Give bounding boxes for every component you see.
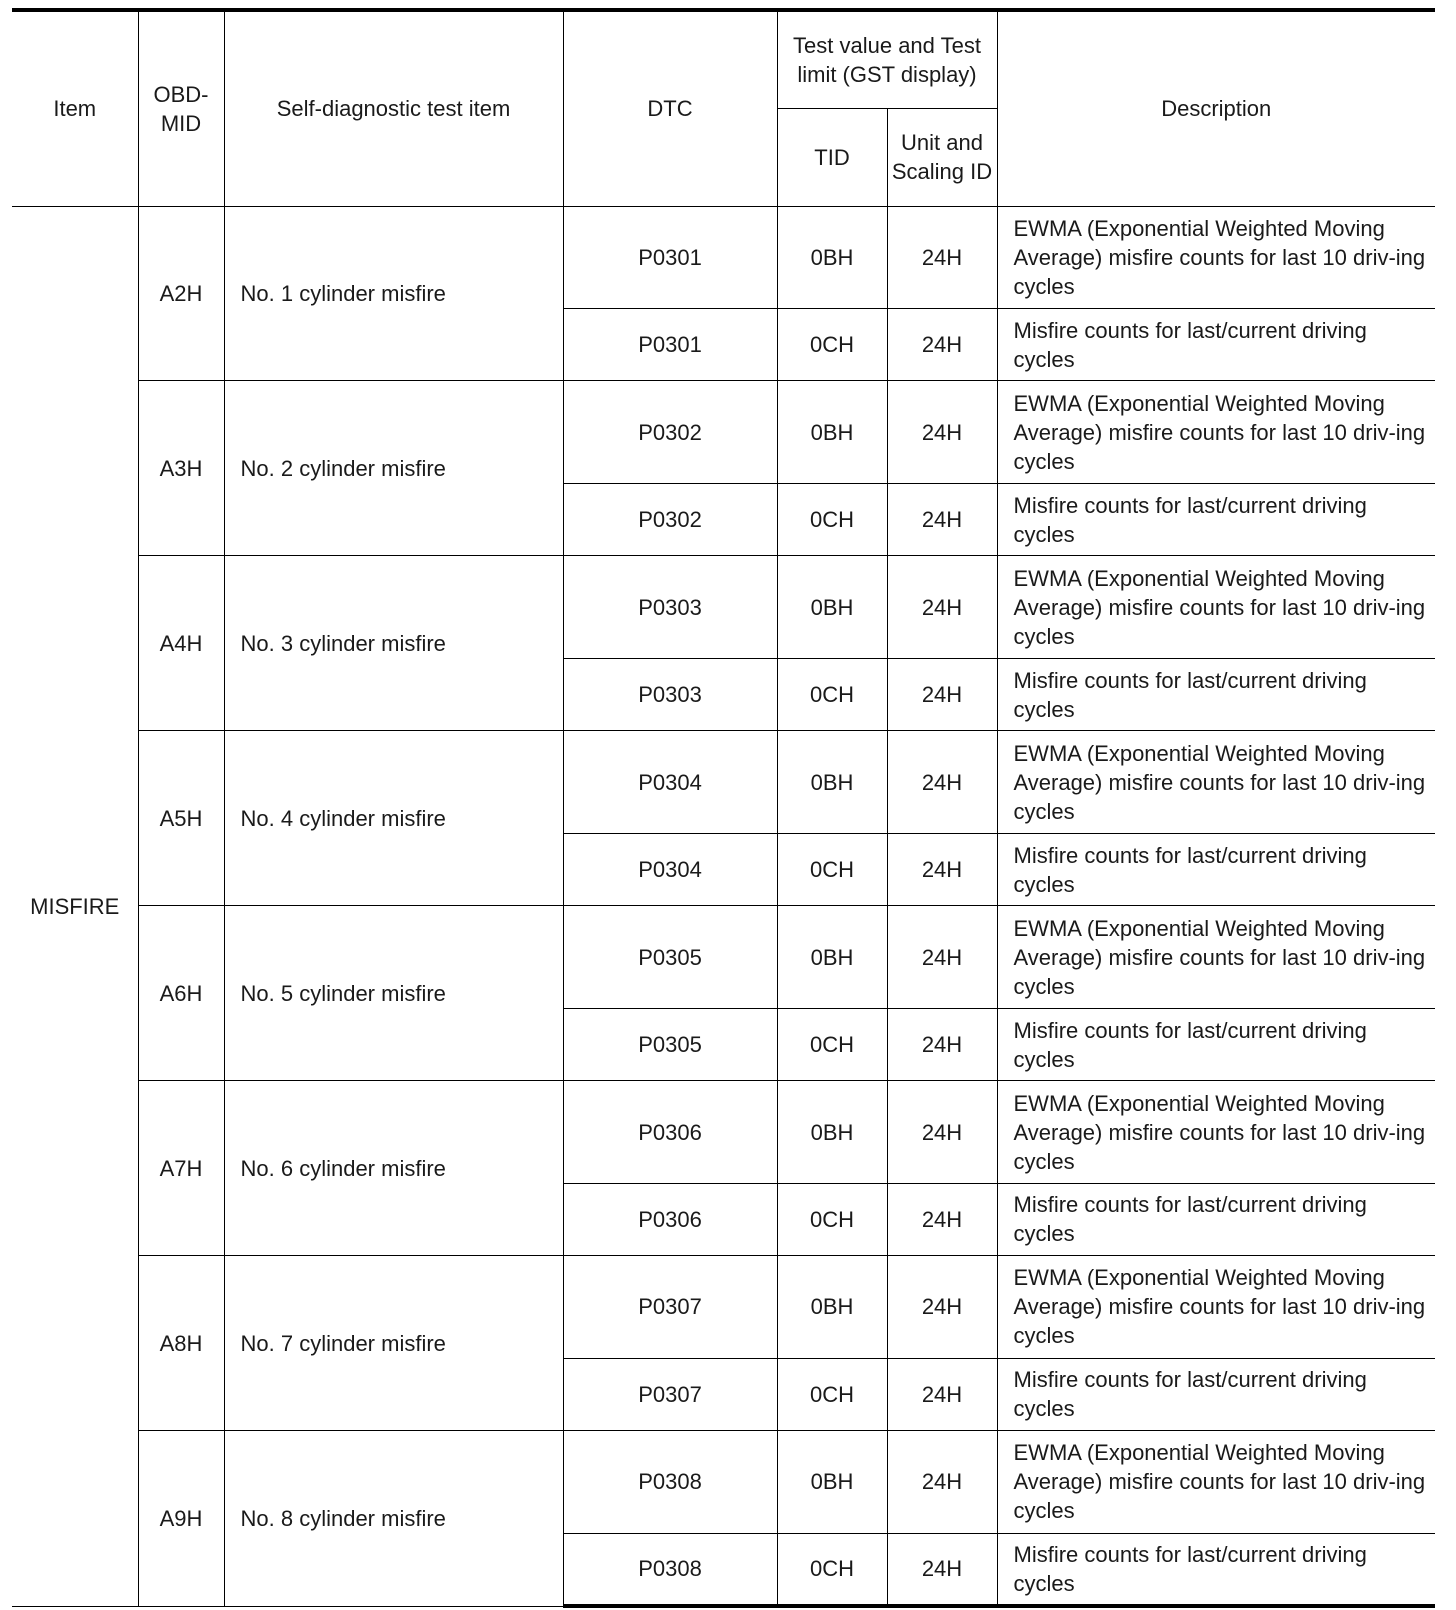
test-item-cell: No. 4 cylinder misfire (224, 731, 563, 906)
dtc-cell: P0305 (563, 906, 777, 1008)
description-cell: EWMA (Exponential Weighted Moving Average) misfire counts for last 10 driv-ing cycles (997, 1081, 1435, 1183)
dtc-cell: P0302 (563, 483, 777, 556)
unit-scaling-cell: 24H (887, 483, 997, 556)
tid-cell: 0CH (777, 1358, 887, 1431)
dtc-cell: P0303 (563, 658, 777, 731)
obd-mid-misfire-table (12, 8, 1435, 1608)
obd-mid-cell: A3H (138, 381, 224, 556)
unit-scaling-cell: 24H (887, 731, 997, 833)
description-cell: EWMA (Exponential Weighted Moving Average) misfire counts for last 10 driv-ing cycles (997, 381, 1435, 483)
description-cell: Misfire counts for last/current driving cycles (997, 483, 1435, 556)
unit-scaling-cell: 24H (887, 1533, 997, 1606)
dtc-cell: P0308 (563, 1431, 777, 1533)
tid-cell: 0CH (777, 658, 887, 731)
obd-mid-cell: A6H (138, 906, 224, 1081)
header-unit-scaling-id: Unit and Scaling ID (887, 108, 997, 206)
tid-cell: 0BH (777, 1256, 887, 1358)
header-description: Description (997, 10, 1435, 206)
tid-cell: 0BH (777, 1081, 887, 1183)
unit-scaling-cell: 24H (887, 1008, 997, 1081)
obd-mid-cell: A2H (138, 206, 224, 381)
table-row (12, 1256, 1435, 1358)
unit-scaling-cell: 24H (887, 906, 997, 1008)
dtc-cell: P0304 (563, 833, 777, 906)
table-body (12, 206, 1435, 1606)
tid-cell: 0BH (777, 206, 887, 308)
table-row (12, 1081, 1435, 1183)
item-cell: MISFIRE (12, 206, 138, 1606)
obd-mid-cell: A8H (138, 1256, 224, 1431)
dtc-cell: P0305 (563, 1008, 777, 1081)
dtc-cell: P0307 (563, 1358, 777, 1431)
obd-mid-cell: A7H (138, 1081, 224, 1256)
table-row (12, 556, 1435, 658)
table-row (12, 381, 1435, 483)
description-cell: Misfire counts for last/current driving cycles (997, 1008, 1435, 1081)
tid-cell: 0BH (777, 731, 887, 833)
table-row (12, 906, 1435, 1008)
unit-scaling-cell: 24H (887, 1183, 997, 1256)
header-tid: TID (777, 108, 887, 206)
description-cell: EWMA (Exponential Weighted Moving Average) misfire counts for last 10 driv-ing cycles (997, 556, 1435, 658)
test-item-cell: No. 1 cylinder misfire (224, 206, 563, 381)
dtc-cell: P0304 (563, 731, 777, 833)
unit-scaling-cell: 24H (887, 381, 997, 483)
unit-scaling-cell: 24H (887, 206, 997, 308)
table-row (12, 731, 1435, 833)
tid-cell: 0CH (777, 483, 887, 556)
description-cell: Misfire counts for last/current driving cycles (997, 1533, 1435, 1606)
test-item-cell: No. 5 cylinder misfire (224, 906, 563, 1081)
header-dtc: DTC (563, 10, 777, 206)
description-cell: EWMA (Exponential Weighted Moving Average) misfire counts for last 10 driv-ing cycles (997, 906, 1435, 1008)
unit-scaling-cell: 24H (887, 1358, 997, 1431)
table-row (12, 206, 1435, 308)
dtc-cell: P0302 (563, 381, 777, 483)
test-item-cell: No. 2 cylinder misfire (224, 381, 563, 556)
table-row (12, 1431, 1435, 1533)
tid-cell: 0CH (777, 308, 887, 381)
header-test-item: Self-diagnostic test item (224, 10, 563, 206)
obd-mid-cell: A4H (138, 556, 224, 731)
unit-scaling-cell: 24H (887, 833, 997, 906)
description-cell: Misfire counts for last/current driving cycles (997, 1183, 1435, 1256)
test-item-cell: No. 8 cylinder misfire (224, 1431, 563, 1606)
description-cell: Misfire counts for last/current driving cycles (997, 658, 1435, 731)
dtc-cell: P0306 (563, 1183, 777, 1256)
unit-scaling-cell: 24H (887, 1081, 997, 1183)
unit-scaling-cell: 24H (887, 308, 997, 381)
tid-cell: 0BH (777, 906, 887, 1008)
obd-mid-cell: A9H (138, 1431, 224, 1606)
unit-scaling-cell: 24H (887, 1256, 997, 1358)
test-item-cell: No. 6 cylinder misfire (224, 1081, 563, 1256)
dtc-cell: P0301 (563, 206, 777, 308)
description-cell: Misfire counts for last/current driving cycles (997, 1358, 1435, 1431)
unit-scaling-cell: 24H (887, 1431, 997, 1533)
tid-cell: 0BH (777, 381, 887, 483)
description-cell: Misfire counts for last/current driving cycles (997, 833, 1435, 906)
dtc-cell: P0308 (563, 1533, 777, 1606)
description-cell: EWMA (Exponential Weighted Moving Average) misfire counts for last 10 driv-ing cycles (997, 1431, 1435, 1533)
unit-scaling-cell: 24H (887, 556, 997, 658)
header-item: Item (12, 10, 138, 206)
dtc-cell: P0303 (563, 556, 777, 658)
test-item-cell: No. 3 cylinder misfire (224, 556, 563, 731)
unit-scaling-cell: 24H (887, 658, 997, 731)
tid-cell: 0CH (777, 833, 887, 906)
tid-cell: 0BH (777, 556, 887, 658)
dtc-cell: P0301 (563, 308, 777, 381)
tid-cell: 0CH (777, 1533, 887, 1606)
description-cell: EWMA (Exponential Weighted Moving Average) misfire counts for last 10 driv-ing cycles (997, 731, 1435, 833)
test-item-cell: No. 7 cylinder misfire (224, 1256, 563, 1431)
description-cell: EWMA (Exponential Weighted Moving Average) misfire counts for last 10 driv-ing cycles (997, 1256, 1435, 1358)
dtc-cell: P0306 (563, 1081, 777, 1183)
description-cell: Misfire counts for last/current driving cycles (997, 308, 1435, 381)
tid-cell: 0CH (777, 1008, 887, 1081)
tid-cell: 0CH (777, 1183, 887, 1256)
dtc-cell: P0307 (563, 1256, 777, 1358)
header-test-value: Test value and Test limit (GST display) (777, 10, 997, 108)
description-cell: EWMA (Exponential Weighted Moving Average) misfire counts for last 10 driv-ing cycles (997, 206, 1435, 308)
header-obd-mid: OBD-MID (138, 10, 224, 206)
obd-mid-cell: A5H (138, 731, 224, 906)
tid-cell: 0BH (777, 1431, 887, 1533)
